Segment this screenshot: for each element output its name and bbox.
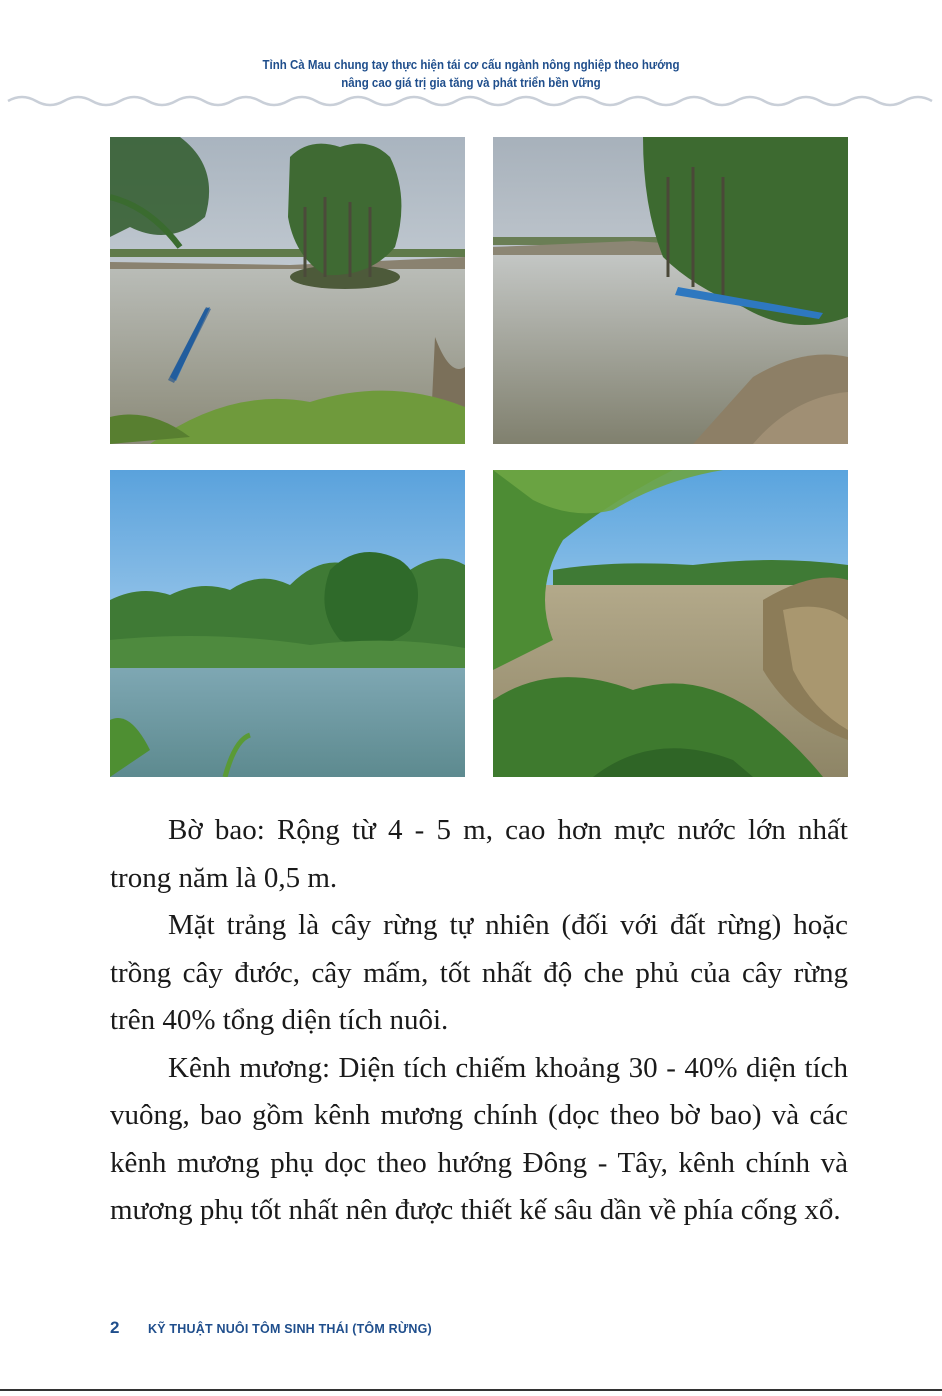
paragraph-mat-trang: Mặt trảng là cây rừng tự nhiên (đối với đất rừng) hoặc trồng cây đước, cây mấm, tốt nhất độ che phủ của cây rừng trên 40% tổng diện tích nuôi. [110,909,848,1036]
body-text [110,807,848,1235]
photo-canal-banana-leaves [493,470,848,777]
photo-canal-boat-trees [493,137,848,444]
header-line-1: Tỉnh Cà Mau chung tay thực hiện tái cơ cấu ngành nông nghiệp theo hướng [262,58,680,72]
photo-mangrove-trees [110,470,465,777]
paragraph-kenh-muong: Kênh mương: Diện tích chiếm khoảng 30 - 40% diện tích vuông, bao gồm kênh mương chính (dọc theo bờ bao) và các kênh mương phụ dọc theo hướng Đông - Tây, kênh chính và mương phụ tốt nhất nên được thiết kế sâu dần về phía cống xổ. [110,1051,848,1226]
page-bottom-edge [0,1389,942,1391]
header-line-2: nâng cao giá trị gia tăng và phát triển bền vững [341,76,601,90]
paragraph-bo-bao: Bờ bao: Rộng từ 4 - 5 m, cao hơn mực nước lớn nhất trong năm là 0,5 m. [110,814,848,894]
running-header [38,56,905,92]
photo-canal-boat-island [110,137,465,444]
book-title: KỸ THUẬT NUÔI TÔM SINH THÁI (TÔM RỪNG) [148,1322,432,1336]
header-wave-divider [0,93,942,109]
page-footer [110,1318,432,1338]
page-number: 2 [110,1318,120,1337]
